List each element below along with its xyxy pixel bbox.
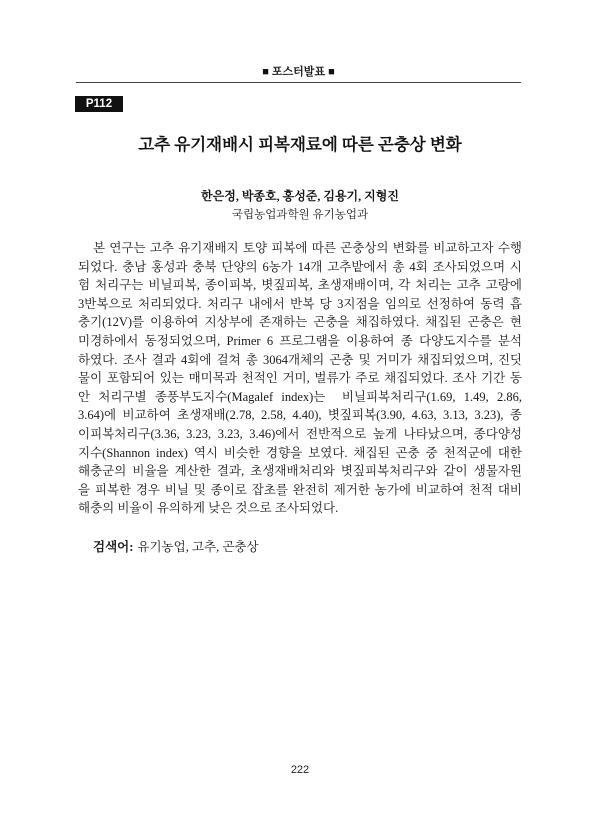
abstract-line: 3.64)에 비교하여 초생재배(2.78, 2.58, 4.40), 볏짚피복(3.90, 4.63, 3.13, 3.23), 종 <box>78 408 522 423</box>
page-number: 222 <box>290 764 310 776</box>
abstract-body <box>78 239 522 518</box>
abstract-line: 안 처리구별 종풍부도지수(Magalef index)는 비닐피복처리구(1.69, 1.49, 2.86, <box>78 389 522 404</box>
abstract-line: 3반복으로 처리되었다. 처리구 내에서 반복 당 3지점을 임의로 선정하여 동력 흡 <box>78 296 522 311</box>
keywords-terms: 유기농업, 고추, 곤충상 <box>137 540 259 554</box>
abstract-line: 본 연구는 고추 유기재배지 토양 피복에 따른 곤충상의 변화를 비교하고자 수행 <box>93 241 522 255</box>
affiliation: 국립농업과학원 유기농업과 <box>231 209 369 221</box>
abstract-line: 되었다. 충남 홍성과 충북 단양의 6농가 14개 고추밭에서 총 4회 조사되었으며 시 <box>78 259 522 274</box>
abstract-line: 지수(Shannon index) 역시 비슷한 경향을 보였다. 채집된 곤충 중 천적군에 대한 <box>78 445 522 460</box>
section-header-label: ■ 포스터발표 ■ <box>262 66 335 78</box>
abstract-line: 물이 포함되어 있는 매미목과 천적인 거미, 벌류가 주로 채집되었다. 조사 기간 동 <box>78 371 522 386</box>
poster-code-badge: P112 <box>75 96 123 112</box>
abstract-line: 해충군의 비율을 계산한 결과, 초생재배처리와 볏짚피복처리구와 같이 생물자원 <box>78 464 522 479</box>
abstract-line: 험 처리구는 비닐피복, 종이피복, 볏짚피복, 초생재배이며, 각 처리는 고추 고랑에 <box>78 278 522 293</box>
author-list: 한은정, 박종호, 홍성준, 김용기, 지형진 <box>201 189 399 203</box>
abstract-line: 미경하에서 동정되었으며, Primer 6 프로그램을 이용하여 종 다양도지수를 분석 <box>78 333 522 348</box>
abstract-line: 충기(12V)를 이용하여 지상부에 존재하는 곤충을 채집하였다. 채집된 곤충은 현 <box>78 315 522 330</box>
abstract-line: 을 피복한 경우 비닐 및 종이로 잡초를 완전히 제거한 농가에 비교하여 천적 대비 <box>78 482 522 497</box>
paper-title: 고추 유기재배시 피복재료에 따른 곤충상 변화 <box>138 135 462 154</box>
abstract-line: 하였다. 조사 결과 4회에 걸쳐 총 3064개체의 곤충 및 거미가 채집되었으며, 진딧 <box>78 352 522 367</box>
keywords-line <box>93 538 259 557</box>
header-divider <box>76 82 521 83</box>
abstract-line: 해충의 비율이 유의하게 낮은 것으로 조사되었다. <box>78 501 339 516</box>
abstract-line: 이피복처리구(3.36, 3.23, 3.23, 3.46)에서 전반적으로 높게 나타났으며, 종다양성 <box>78 426 522 441</box>
keywords-label: 검색어: <box>93 540 134 554</box>
